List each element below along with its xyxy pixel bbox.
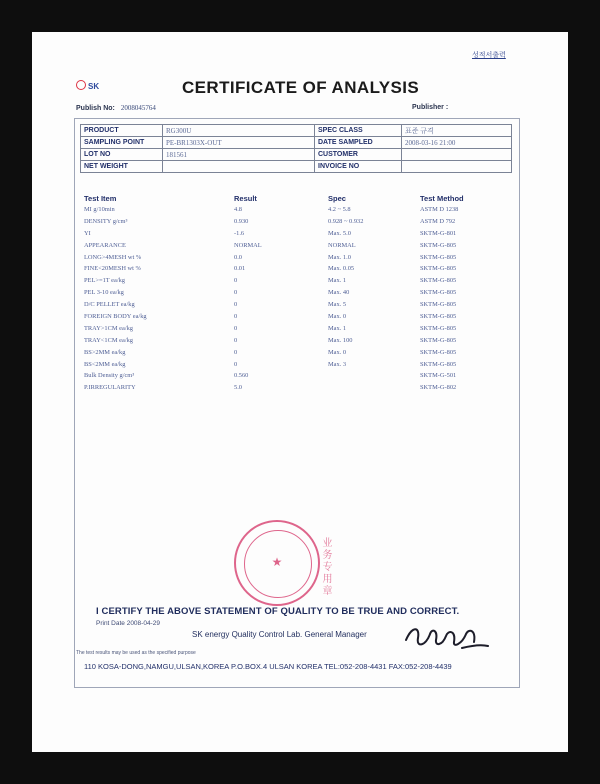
test-spec: Max. 5 [328, 301, 347, 309]
test-method: ASTM D 792 [420, 217, 456, 225]
result-row [84, 277, 504, 289]
result-row [84, 254, 504, 266]
stamp-star-icon: ★ [271, 555, 283, 569]
info-value: 181561 [163, 149, 315, 161]
sk-logo-icon [76, 80, 86, 90]
test-result: 0 [234, 360, 238, 368]
test-spec: Max. 0.05 [328, 265, 355, 273]
info-key: PRODUCT [81, 125, 163, 137]
test-item: P.IRREGULARITY [84, 384, 136, 392]
test-item: APPEARANCE [84, 241, 126, 249]
result-row [84, 301, 504, 313]
test-result: -1.6 [234, 229, 245, 237]
test-result: 0 [234, 348, 238, 356]
info-value: RG300U [163, 125, 315, 137]
document-title: CERTIFICATE OF ANALYSIS [182, 78, 420, 97]
test-spec: 0.928 ~ 0.932 [328, 217, 364, 225]
test-item: DENSITY g/cm³ [84, 217, 128, 225]
header-test-item: Test Item [84, 194, 117, 203]
test-method: SKTM-G-501 [420, 372, 457, 380]
result-row [84, 265, 504, 277]
test-method: SKTM-G-805 [420, 241, 457, 249]
product-info-table [80, 124, 512, 173]
results-header [84, 194, 504, 206]
info-key: SPEC CLASS [315, 125, 402, 137]
test-method: SKTM-G-802 [420, 384, 457, 392]
result-row [84, 337, 504, 349]
result-row [84, 372, 504, 384]
test-spec: Max. 40 [328, 289, 350, 297]
test-result: 0 [234, 277, 238, 285]
publish-no-label: Publish No: [76, 105, 115, 112]
print-date: Print Date 2008-04-29 [96, 620, 160, 627]
test-method: SKTM-G-805 [420, 336, 457, 344]
publish-no-value: 2008045764 [120, 104, 156, 112]
test-spec: Max. 0 [328, 348, 347, 356]
test-result: 5.0 [234, 384, 242, 392]
result-row [84, 361, 504, 373]
info-value [402, 161, 512, 173]
usage-note: The test results may be used as the specified purpose [76, 650, 196, 656]
test-item: D/C PELLET ea/kg [84, 301, 135, 309]
test-item: PEL>=1T ea/kg [84, 277, 125, 285]
info-row [81, 149, 512, 161]
test-method: ASTM D 1238 [420, 206, 459, 213]
test-method: SKTM-G-801 [420, 229, 457, 237]
test-item: TRAY>1CM ea/kg [84, 324, 133, 332]
test-method: SKTM-G-805 [420, 277, 457, 285]
test-result: 0 [234, 336, 238, 344]
manager-title: SK energy Quality Control Lab. General Manager [192, 630, 367, 639]
stamp-text: 业务专用章 [320, 537, 331, 597]
result-row [84, 325, 504, 337]
header-result: Result [234, 194, 257, 203]
test-spec: 4.2 ~ 5.8 [328, 206, 351, 213]
info-value: PE-BR1303X-OUT [163, 137, 315, 149]
info-row [81, 137, 512, 149]
test-method: SKTM-G-805 [420, 289, 457, 297]
info-row [81, 161, 512, 173]
test-item: FOREIGN BODY ea/kg [84, 313, 147, 321]
result-row [84, 206, 504, 218]
test-item: YI [84, 229, 91, 237]
test-spec: Max. 5.0 [328, 229, 351, 237]
header-test-method: Test Method [420, 194, 464, 203]
info-value [402, 149, 512, 161]
test-result: 4.8 [234, 206, 242, 213]
info-key: LOT NO [81, 149, 163, 161]
test-spec: Max. 1 [328, 277, 347, 285]
info-key: CUSTOMER [315, 149, 402, 161]
result-row [84, 384, 504, 396]
result-row [84, 313, 504, 325]
official-stamp [234, 520, 320, 606]
test-method: SKTM-G-805 [420, 348, 457, 356]
test-result: 0.01 [234, 265, 246, 273]
info-key: DATE SAMPLED [315, 137, 402, 149]
test-item: LONG>4MESH wt % [84, 253, 142, 261]
test-spec: Max. 3 [328, 360, 347, 368]
sk-logo [76, 80, 99, 91]
print-certificate-link[interactable]: 성적서출력 [472, 52, 506, 59]
test-item: BS>2MM ea/kg [84, 348, 126, 356]
info-value [163, 161, 315, 173]
info-key: SAMPLING POINT [81, 137, 163, 149]
test-result: NORMAL [234, 241, 262, 249]
test-result: 0.560 [234, 372, 249, 380]
sk-logo-text: SK [88, 82, 100, 91]
test-results [84, 194, 504, 396]
test-result: 0 [234, 324, 238, 332]
result-row [84, 230, 504, 242]
test-spec: Max. 0 [328, 313, 347, 321]
info-value: 2008-03-16 21:00 [402, 137, 512, 149]
result-row [84, 218, 504, 230]
test-item: BS<2MM ea/kg [84, 360, 126, 368]
header-spec: Spec [328, 194, 346, 203]
test-result: 0.930 [234, 217, 249, 225]
test-method: SKTM-G-805 [420, 360, 457, 368]
publisher-label: Publisher : [412, 104, 449, 111]
certification-statement: I CERTIFY THE ABOVE STATEMENT OF QUALITY TO BE TRUE AND CORRECT. [96, 606, 460, 617]
test-method: SKTM-G-805 [420, 253, 457, 261]
test-result: 0.0 [234, 253, 242, 261]
results-rows [84, 206, 504, 396]
certificate-paper [32, 32, 568, 752]
test-item: FINE<20MESH wt % [84, 265, 141, 273]
test-method: SKTM-G-805 [420, 313, 457, 321]
test-spec: Max. 1 [328, 324, 347, 332]
test-method: SKTM-G-805 [420, 301, 457, 309]
manager-signature [402, 620, 492, 654]
result-row [84, 349, 504, 361]
test-result: 0 [234, 313, 238, 321]
test-item: TRAY<1CM ea/kg [84, 336, 133, 344]
test-result: 0 [234, 289, 238, 297]
result-row [84, 289, 504, 301]
test-item: PEL 3-10 ea/kg [84, 289, 124, 297]
test-result: 0 [234, 301, 238, 309]
result-row [84, 242, 504, 254]
info-key: INVOICE NO [315, 161, 402, 173]
test-item: Bulk Density g/cm³ [84, 372, 135, 380]
test-item: MI g/10min [84, 206, 115, 213]
test-spec: Max. 100 [328, 336, 353, 344]
test-method: SKTM-G-805 [420, 265, 457, 273]
company-address: 110 KOSA-DONG,NAMGU,ULSAN,KOREA P.O.BOX.4 ULSAN KOREA TEL:052-208-4431 FAX:052-208-4439 [84, 662, 452, 671]
info-key: NET WEIGHT [81, 161, 163, 173]
test-spec: NORMAL [328, 241, 356, 249]
info-row [81, 125, 512, 137]
test-spec: Max. 1.0 [328, 253, 351, 261]
test-method: SKTM-G-805 [420, 324, 457, 332]
info-value: 표준 규격 [402, 125, 512, 137]
publish-no [76, 104, 156, 112]
